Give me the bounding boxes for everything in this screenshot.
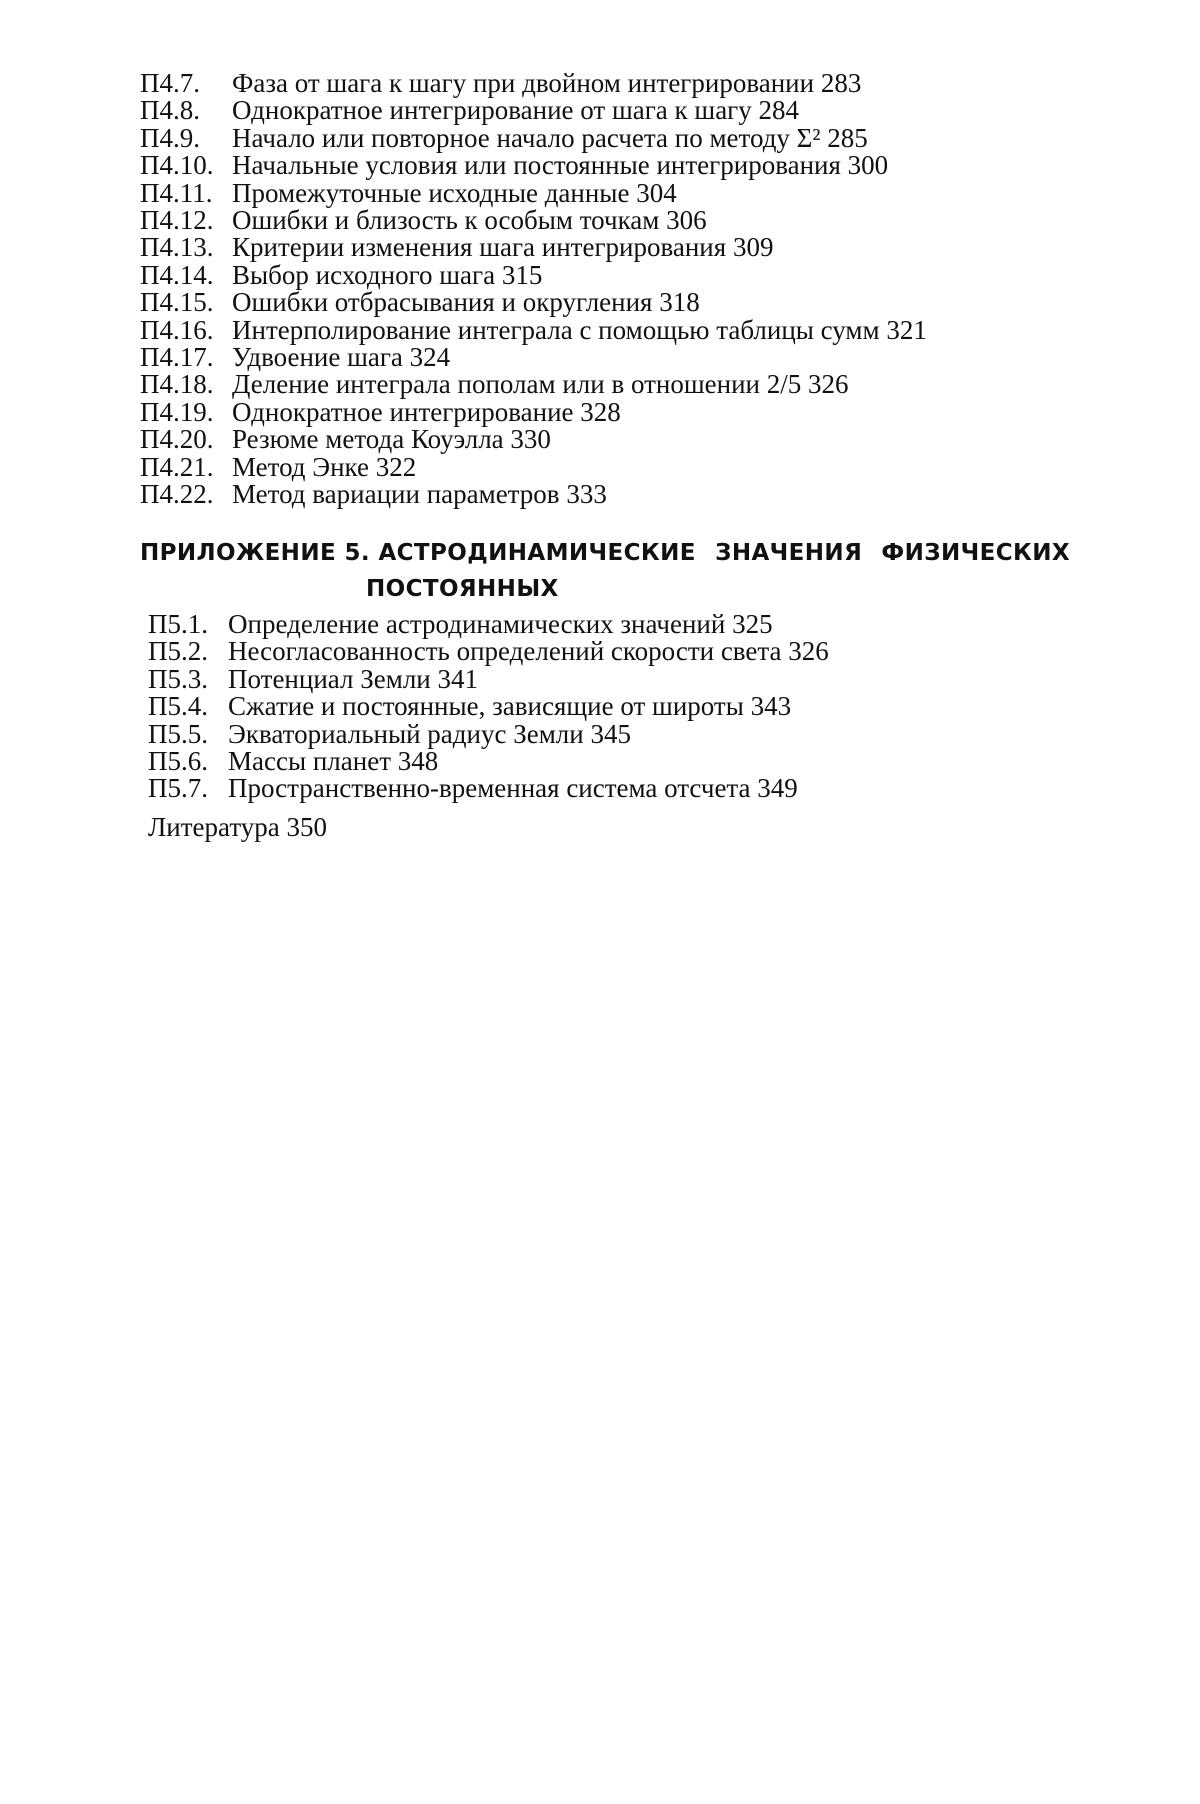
entry-number: П5.4. — [148, 691, 208, 722]
entry-number: П4.11. — [140, 177, 213, 208]
toc-entry — [140, 234, 927, 261]
entry-number: П4.12. — [140, 205, 214, 236]
entry-number: П4.19. — [140, 396, 214, 427]
entry-page: 325 — [732, 609, 773, 639]
entry-page: 322 — [375, 451, 417, 482]
entry-number: П5.3. — [148, 663, 208, 694]
toc-entry — [148, 693, 829, 720]
entry-number: П5.2. — [148, 636, 208, 667]
entry-number: П4.17. — [140, 342, 214, 373]
entry-page: 333 — [566, 479, 607, 510]
entry-title: Массы планет — [228, 746, 391, 777]
entry-page: 300 — [847, 150, 889, 181]
entry-page: 326 — [807, 369, 849, 400]
entry-title: Начальные условия или постоянные интегрирования — [232, 150, 841, 181]
entry-number: П4.20. — [140, 424, 214, 455]
toc-entry — [148, 775, 829, 802]
toc-entry — [140, 344, 927, 371]
entry-page: 283 — [820, 68, 862, 98]
toc-entry — [140, 451, 927, 482]
entry-page: 315 — [501, 259, 543, 290]
entry-number: П4.16. — [140, 314, 214, 345]
toc-entry — [140, 481, 927, 508]
entry-title: Интерполирование интеграла с помощью таблицы сумм — [232, 314, 880, 345]
entry-page: 341 — [437, 663, 478, 694]
entry-page: 345 — [590, 718, 631, 749]
entry-title: Начало или повторное начало расчета по методу Σ² — [232, 122, 821, 153]
toc-entry — [140, 289, 927, 316]
literature-page: 350 — [286, 812, 328, 842]
toc-entry — [140, 177, 927, 208]
entry-title: Резюме метода Коуэлла — [232, 424, 504, 455]
toc-entry — [140, 207, 927, 234]
entry-page: 321 — [886, 314, 927, 345]
entry-title: Метод Энке — [232, 451, 369, 482]
appendix5-heading — [140, 535, 1070, 607]
entry-number: П4.10. — [140, 150, 214, 181]
entry-page: 304 — [636, 177, 677, 208]
entry-title: Выбор исходного шага — [232, 259, 496, 290]
appendix5-toc — [148, 611, 829, 803]
entry-title: Удвоение шага — [232, 342, 403, 373]
entry-number: П4.15. — [140, 287, 214, 318]
entry-page: 328 — [580, 396, 621, 427]
toc-entry — [140, 259, 927, 290]
entry-title: Потенциал Земли — [228, 663, 431, 694]
entry-page: 330 — [510, 424, 551, 455]
heading-word: ПОСТОЯННЫХ — [366, 576, 559, 602]
toc-entry — [140, 97, 927, 124]
entry-page: 306 — [666, 205, 707, 236]
entry-number: П4.18. — [140, 369, 214, 400]
toc-entry — [148, 748, 829, 775]
toc-entry — [140, 122, 927, 153]
entry-number: П5.7. — [148, 773, 208, 804]
entry-title: Фаза от шага к шагу при двойном интегрировании — [232, 68, 815, 98]
toc-entry — [140, 371, 927, 398]
toc-entry — [140, 152, 927, 179]
entry-title: Ошибки отбрасывания и округления — [232, 287, 653, 318]
entry-title: Промежуточные исходные данные — [232, 177, 630, 208]
entry-page: 326 — [788, 636, 829, 667]
entry-page: 348 — [397, 746, 439, 777]
entry-title: Пространственно-временная система отсчета — [228, 773, 751, 804]
entry-number: П4.9. — [140, 122, 200, 153]
entry-title: Однократное интегрирование от шага к шагу — [232, 95, 752, 126]
entry-number: П5.5. — [148, 718, 208, 749]
entry-number: П4.13. — [140, 232, 214, 263]
entry-title: Метод вариации параметров — [232, 479, 560, 510]
entry-number: П5.6. — [148, 746, 208, 777]
entry-number: П5.1. — [148, 609, 208, 639]
toc-entry — [140, 426, 927, 453]
entry-number: П4.14. — [140, 259, 214, 290]
entry-title: Однократное интегрирование — [232, 396, 574, 427]
entry-title: Экваториальный радиус Земли — [228, 718, 584, 749]
literature-entry — [148, 812, 327, 843]
toc-entry — [148, 663, 829, 694]
entry-title: Сжатие и постоянные, зависящие от широты — [228, 691, 744, 722]
entry-number: П4.7. — [140, 68, 200, 98]
heading-word: ПРИЛОЖЕНИЕ 5. АСТРОДИНАМИЧЕСКИЕ — [140, 540, 696, 566]
entry-title: Деление интеграла пополам или в отношении 2/5 — [232, 369, 802, 400]
toc-entry — [148, 718, 829, 749]
entry-page: 349 — [757, 773, 798, 804]
entry-title: Несогласованность определений скорости света — [228, 636, 782, 667]
appendix4-toc — [140, 70, 927, 509]
toc-entry — [148, 611, 829, 638]
entry-title: Ошибки и близость к особым точкам — [232, 205, 660, 236]
entry-title: Определение астродинамических значений — [228, 609, 726, 639]
entry-page: 284 — [758, 95, 799, 126]
toc-entry — [148, 638, 829, 665]
heading-word: ЗНАЧЕНИЯ — [715, 540, 863, 566]
entry-number: П4.21. — [140, 451, 214, 482]
entry-page: 309 — [732, 232, 774, 263]
entry-page: 285 — [827, 122, 868, 153]
heading-word: ФИЗИЧЕСКИХ — [881, 540, 1070, 566]
entry-title: Критерии изменения шага интегрирования — [232, 232, 727, 263]
entry-page: 318 — [659, 287, 700, 318]
entry-page: 343 — [750, 691, 792, 722]
entry-number: П4.22. — [140, 479, 214, 510]
entry-page: 324 — [409, 342, 451, 373]
toc-entry — [140, 396, 927, 427]
literature-title: Литература — [148, 812, 280, 842]
toc-entry — [140, 70, 927, 97]
entry-number: П4.8. — [140, 95, 200, 126]
toc-entry — [140, 314, 927, 345]
